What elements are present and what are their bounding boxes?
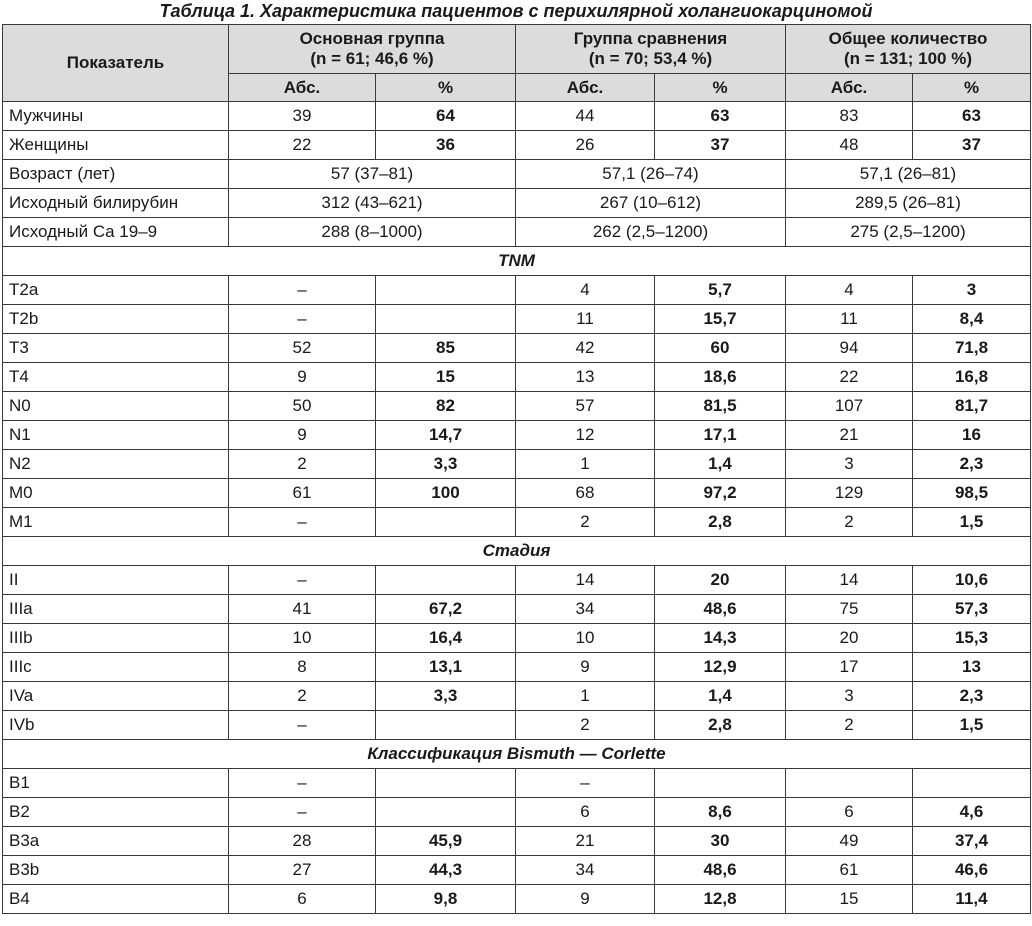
summary-cell: 312 (43–621) (229, 189, 516, 218)
section-title: TNM (3, 247, 1031, 276)
pct-cell: 44,3 (376, 856, 516, 885)
table-row (3, 769, 1031, 798)
pct-cell: 64 (376, 102, 516, 131)
table-row (3, 450, 1031, 479)
row-label: T3 (3, 334, 229, 363)
header-group-main-name: Основная группа (299, 29, 445, 48)
abs-cell: 68 (516, 479, 655, 508)
abs-cell: 2 (516, 711, 655, 740)
table-body (3, 102, 1031, 914)
abs-cell: 11 (516, 305, 655, 334)
table-row (3, 334, 1031, 363)
pct-cell: 15 (376, 363, 516, 392)
header-abs: Абс. (516, 74, 655, 102)
pct-cell: 8,4 (913, 305, 1031, 334)
row-label: IIIb (3, 624, 229, 653)
pct-cell: 13,1 (376, 653, 516, 682)
abs-cell: – (229, 711, 376, 740)
pct-cell: 67,2 (376, 595, 516, 624)
abs-cell: 9 (516, 653, 655, 682)
pct-cell: 13 (913, 653, 1031, 682)
header-group-comparison (516, 25, 786, 74)
pct-cell: 14,3 (655, 624, 786, 653)
abs-cell: 2 (229, 682, 376, 711)
abs-cell: 2 (229, 450, 376, 479)
abs-cell: 13 (516, 363, 655, 392)
section-title: Стадия (3, 537, 1031, 566)
abs-cell: – (229, 566, 376, 595)
table-row (3, 856, 1031, 885)
pct-cell: 2,3 (913, 682, 1031, 711)
pct-cell: 9,8 (376, 885, 516, 914)
abs-cell: 11 (786, 305, 913, 334)
header-indicator: Показатель (3, 25, 229, 102)
abs-cell: 15 (786, 885, 913, 914)
abs-cell: 94 (786, 334, 913, 363)
pct-cell: 82 (376, 392, 516, 421)
pct-cell: 2,8 (655, 508, 786, 537)
pct-cell: 16 (913, 421, 1031, 450)
abs-cell: 14 (516, 566, 655, 595)
header-group-main (229, 25, 516, 74)
table-caption: Таблица 1. Характеристика пациентов с перихилярной холангиокарциномой (159, 1, 873, 21)
header-abs: Абс. (786, 74, 913, 102)
table-row (3, 392, 1031, 421)
pct-cell (376, 798, 516, 827)
abs-cell: 22 (229, 131, 376, 160)
abs-cell: 57 (516, 392, 655, 421)
header-abs: Абс. (229, 74, 376, 102)
abs-cell: 2 (516, 508, 655, 537)
pct-cell: 16,8 (913, 363, 1031, 392)
pct-cell: 97,2 (655, 479, 786, 508)
table-row (3, 885, 1031, 914)
pct-cell: 10,6 (913, 566, 1031, 595)
section-row (3, 740, 1031, 769)
summary-cell: 57,1 (26–74) (516, 160, 786, 189)
abs-cell: 44 (516, 102, 655, 131)
pct-cell: 3 (913, 276, 1031, 305)
summary-cell: 57 (37–81) (229, 160, 516, 189)
abs-cell: 14 (786, 566, 913, 595)
abs-cell: 21 (516, 827, 655, 856)
pct-cell: 81,7 (913, 392, 1031, 421)
pct-cell: 100 (376, 479, 516, 508)
row-label: B4 (3, 885, 229, 914)
abs-cell: 34 (516, 595, 655, 624)
pct-cell: 20 (655, 566, 786, 595)
abs-cell: 129 (786, 479, 913, 508)
pct-cell: 71,8 (913, 334, 1031, 363)
abs-cell: – (229, 508, 376, 537)
header-pct: % (913, 74, 1031, 102)
header-row-groups (3, 25, 1031, 74)
abs-cell: 1 (516, 450, 655, 479)
pct-cell: 63 (655, 102, 786, 131)
abs-cell: 107 (786, 392, 913, 421)
table-row (3, 624, 1031, 653)
row-label: T4 (3, 363, 229, 392)
pct-cell: 37,4 (913, 827, 1031, 856)
table-row (3, 566, 1031, 595)
abs-cell: 2 (786, 711, 913, 740)
abs-cell: 26 (516, 131, 655, 160)
row-label: Исходный Ca 19–9 (3, 218, 229, 247)
row-label: B1 (3, 769, 229, 798)
pct-cell: 1,4 (655, 450, 786, 479)
pct-cell (913, 769, 1031, 798)
table-row (3, 653, 1031, 682)
abs-cell: 22 (786, 363, 913, 392)
abs-cell: 28 (229, 827, 376, 856)
pct-cell: 18,6 (655, 363, 786, 392)
pct-cell (655, 769, 786, 798)
table-row (3, 276, 1031, 305)
row-label: IIIa (3, 595, 229, 624)
abs-cell: 9 (229, 363, 376, 392)
table-row (3, 711, 1031, 740)
pct-cell: 14,7 (376, 421, 516, 450)
abs-cell: 17 (786, 653, 913, 682)
abs-cell: 4 (516, 276, 655, 305)
pct-cell: 57,3 (913, 595, 1031, 624)
abs-cell: 49 (786, 827, 913, 856)
pct-cell: 2,8 (655, 711, 786, 740)
abs-cell: – (229, 276, 376, 305)
abs-cell: – (229, 798, 376, 827)
abs-cell: 34 (516, 856, 655, 885)
abs-cell: 21 (786, 421, 913, 450)
pct-cell: 12,9 (655, 653, 786, 682)
row-label: B2 (3, 798, 229, 827)
pct-cell: 48,6 (655, 595, 786, 624)
row-label: Возраст (лет) (3, 160, 229, 189)
abs-cell: 61 (229, 479, 376, 508)
abs-cell: 8 (229, 653, 376, 682)
pct-cell (376, 276, 516, 305)
row-label: M0 (3, 479, 229, 508)
pct-cell: 8,6 (655, 798, 786, 827)
pct-cell (376, 508, 516, 537)
header-pct: % (655, 74, 786, 102)
abs-cell: 83 (786, 102, 913, 131)
pct-cell: 5,7 (655, 276, 786, 305)
pct-cell: 60 (655, 334, 786, 363)
abs-cell: 3 (786, 682, 913, 711)
pct-cell: 45,9 (376, 827, 516, 856)
row-label: IIIc (3, 653, 229, 682)
row-label: T2b (3, 305, 229, 334)
abs-cell (786, 769, 913, 798)
pct-cell: 46,6 (913, 856, 1031, 885)
pct-cell: 15,3 (913, 624, 1031, 653)
header-group-comparison-name: Группа сравнения (573, 29, 728, 48)
pct-cell: 4,6 (913, 798, 1031, 827)
abs-cell: 42 (516, 334, 655, 363)
row-label: N0 (3, 392, 229, 421)
table-row (3, 189, 1031, 218)
abs-cell: 48 (786, 131, 913, 160)
pct-cell: 81,5 (655, 392, 786, 421)
pct-cell: 15,7 (655, 305, 786, 334)
abs-cell: 9 (516, 885, 655, 914)
row-label: B3a (3, 827, 229, 856)
abs-cell: 10 (516, 624, 655, 653)
row-label: II (3, 566, 229, 595)
table-row (3, 595, 1031, 624)
summary-cell: 275 (2,5–1200) (786, 218, 1031, 247)
row-label: M1 (3, 508, 229, 537)
table-row (3, 479, 1031, 508)
pct-cell: 1,5 (913, 711, 1031, 740)
abs-cell: 75 (786, 595, 913, 624)
header-group-main-n: (n = 61; 46,6 %) (310, 49, 434, 68)
pct-cell: 98,5 (913, 479, 1031, 508)
header-group-total (786, 25, 1031, 74)
row-label: Исходный билирубин (3, 189, 229, 218)
pct-cell: 12,8 (655, 885, 786, 914)
table-row (3, 421, 1031, 450)
pct-cell: 30 (655, 827, 786, 856)
table-row (3, 827, 1031, 856)
summary-cell: 57,1 (26–81) (786, 160, 1031, 189)
header-group-total-name: Общее количество (828, 29, 988, 48)
table-row (3, 160, 1031, 189)
table-row (3, 218, 1031, 247)
table-row (3, 363, 1031, 392)
summary-cell: 288 (8–1000) (229, 218, 516, 247)
pct-cell (376, 566, 516, 595)
table-row (3, 131, 1031, 160)
abs-cell: 50 (229, 392, 376, 421)
header-group-comparison-n: (n = 70; 53,4 %) (588, 49, 713, 68)
pct-cell: 36 (376, 131, 516, 160)
abs-cell: 61 (786, 856, 913, 885)
abs-cell: 1 (516, 682, 655, 711)
summary-cell: 289,5 (26–81) (786, 189, 1031, 218)
abs-cell: 39 (229, 102, 376, 131)
header-pct: % (376, 74, 516, 102)
table-row (3, 682, 1031, 711)
table-row (3, 102, 1031, 131)
pct-cell: 1,5 (913, 508, 1031, 537)
section-row (3, 247, 1031, 276)
table-row (3, 305, 1031, 334)
abs-cell: – (516, 769, 655, 798)
pct-cell: 1,4 (655, 682, 786, 711)
row-label: N2 (3, 450, 229, 479)
row-label: T2a (3, 276, 229, 305)
abs-cell: – (229, 769, 376, 798)
pct-cell: 16,4 (376, 624, 516, 653)
pct-cell (376, 305, 516, 334)
row-label: IVa (3, 682, 229, 711)
patient-characteristics-table (2, 24, 1031, 914)
pct-cell: 2,3 (913, 450, 1031, 479)
section-row (3, 537, 1031, 566)
pct-cell: 37 (913, 131, 1031, 160)
abs-cell: 6 (516, 798, 655, 827)
pct-cell (376, 711, 516, 740)
section-title: Классификация Bismuth — Corlette (3, 740, 1031, 769)
abs-cell: 27 (229, 856, 376, 885)
pct-cell: 3,3 (376, 450, 516, 479)
abs-cell: 2 (786, 508, 913, 537)
abs-cell: 6 (786, 798, 913, 827)
abs-cell: 20 (786, 624, 913, 653)
row-label: N1 (3, 421, 229, 450)
pct-cell: 17,1 (655, 421, 786, 450)
abs-cell: – (229, 305, 376, 334)
table-row (3, 798, 1031, 827)
summary-cell: 267 (10–612) (516, 189, 786, 218)
abs-cell: 52 (229, 334, 376, 363)
table-row (3, 508, 1031, 537)
row-label: Женщины (3, 131, 229, 160)
row-label: B3b (3, 856, 229, 885)
pct-cell: 85 (376, 334, 516, 363)
header-group-total-n: (n = 131; 100 %) (843, 49, 973, 68)
abs-cell: 3 (786, 450, 913, 479)
pct-cell: 11,4 (913, 885, 1031, 914)
abs-cell: 9 (229, 421, 376, 450)
abs-cell: 10 (229, 624, 376, 653)
pct-cell (376, 769, 516, 798)
abs-cell: 6 (229, 885, 376, 914)
pct-cell: 37 (655, 131, 786, 160)
row-label: IVb (3, 711, 229, 740)
abs-cell: 4 (786, 276, 913, 305)
pct-cell: 63 (913, 102, 1031, 131)
pct-cell: 3,3 (376, 682, 516, 711)
abs-cell: 41 (229, 595, 376, 624)
abs-cell: 12 (516, 421, 655, 450)
summary-cell: 262 (2,5–1200) (516, 218, 786, 247)
row-label: Мужчины (3, 102, 229, 131)
pct-cell: 48,6 (655, 856, 786, 885)
